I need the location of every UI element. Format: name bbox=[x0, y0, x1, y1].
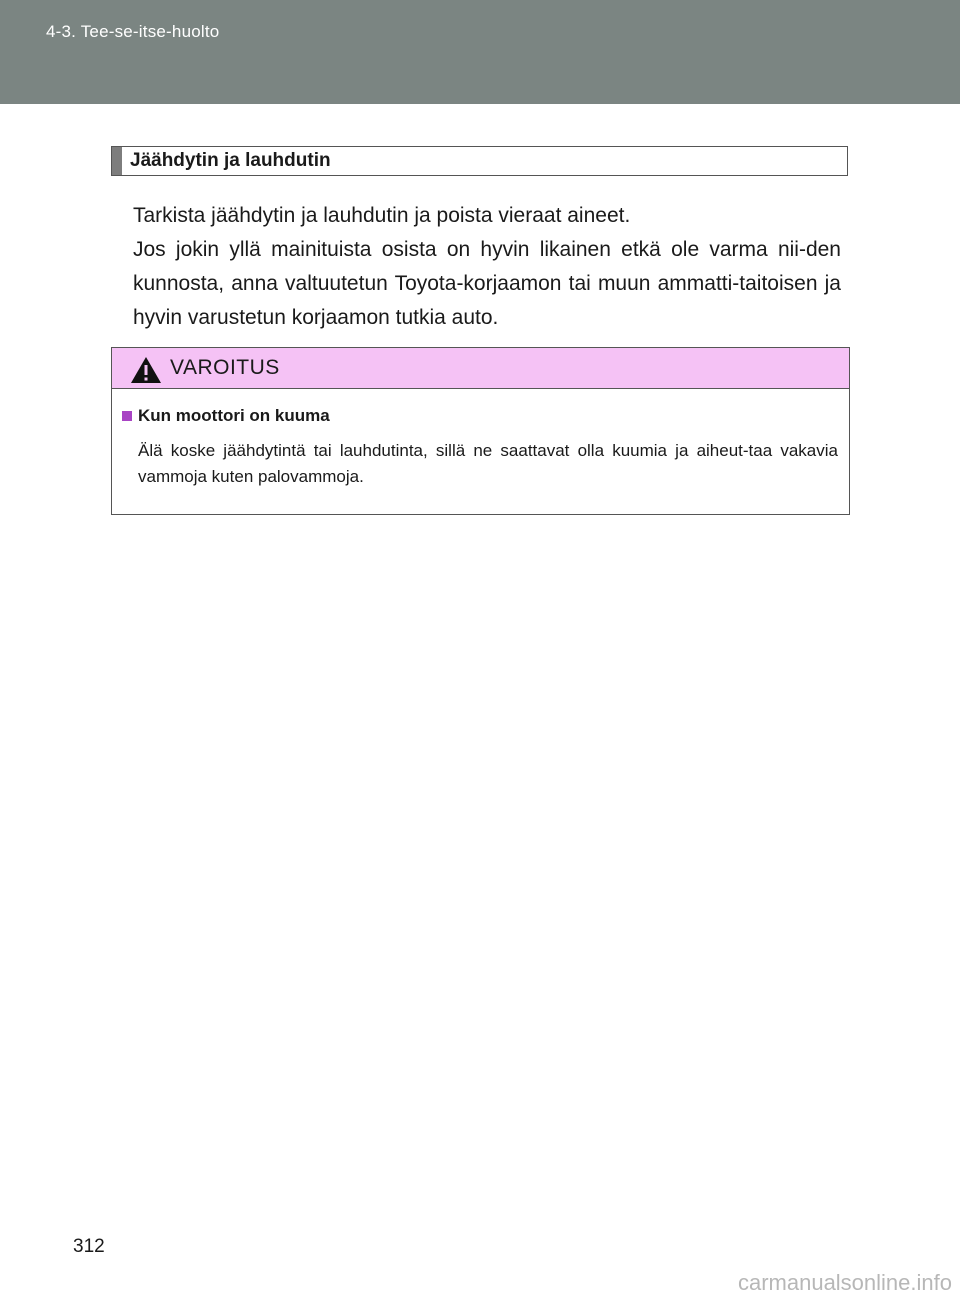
section-heading bbox=[111, 146, 848, 176]
warning-item-heading bbox=[122, 406, 839, 426]
watermark: carmanualsonline.info bbox=[737, 1270, 952, 1295]
chapter-header bbox=[0, 0, 960, 104]
warning-item-title: Kun moottori on kuuma bbox=[138, 406, 330, 425]
warning-header bbox=[112, 348, 849, 389]
body-paragraph: Jos jokin yllä mainituista osista on hyvin likainen etkä ole varma nii-den kunnosta, anna valtuutetun Toyota-korjaamon tai muun ammatti-taitoisen ja hyvin varustetun korjaamon tutkia auto. bbox=[133, 238, 841, 329]
heading-bar bbox=[112, 147, 122, 175]
section-body bbox=[133, 199, 841, 335]
body-paragraph: Tarkista jäähdytin ja lauhdutin ja poista vieraat aineet. bbox=[133, 204, 631, 227]
warning-item-text: Älä koske jäähdytintä tai lauhdutinta, sillä ne saattavat olla kuumia ja aiheut-taa vakavia vammoja kuten palovammoja. bbox=[138, 441, 838, 486]
warning-label: VAROITUS bbox=[170, 356, 280, 379]
square-bullet-icon bbox=[122, 411, 132, 421]
warning-triangle-icon bbox=[129, 355, 163, 385]
chapter-label: 4-3. Tee-se-itse-huolto bbox=[46, 22, 220, 41]
warning-box bbox=[111, 347, 850, 515]
warning-body bbox=[112, 389, 849, 490]
section-title: Jäähdytin ja lauhdutin bbox=[130, 150, 331, 171]
page-number: 312 bbox=[73, 1236, 105, 1257]
